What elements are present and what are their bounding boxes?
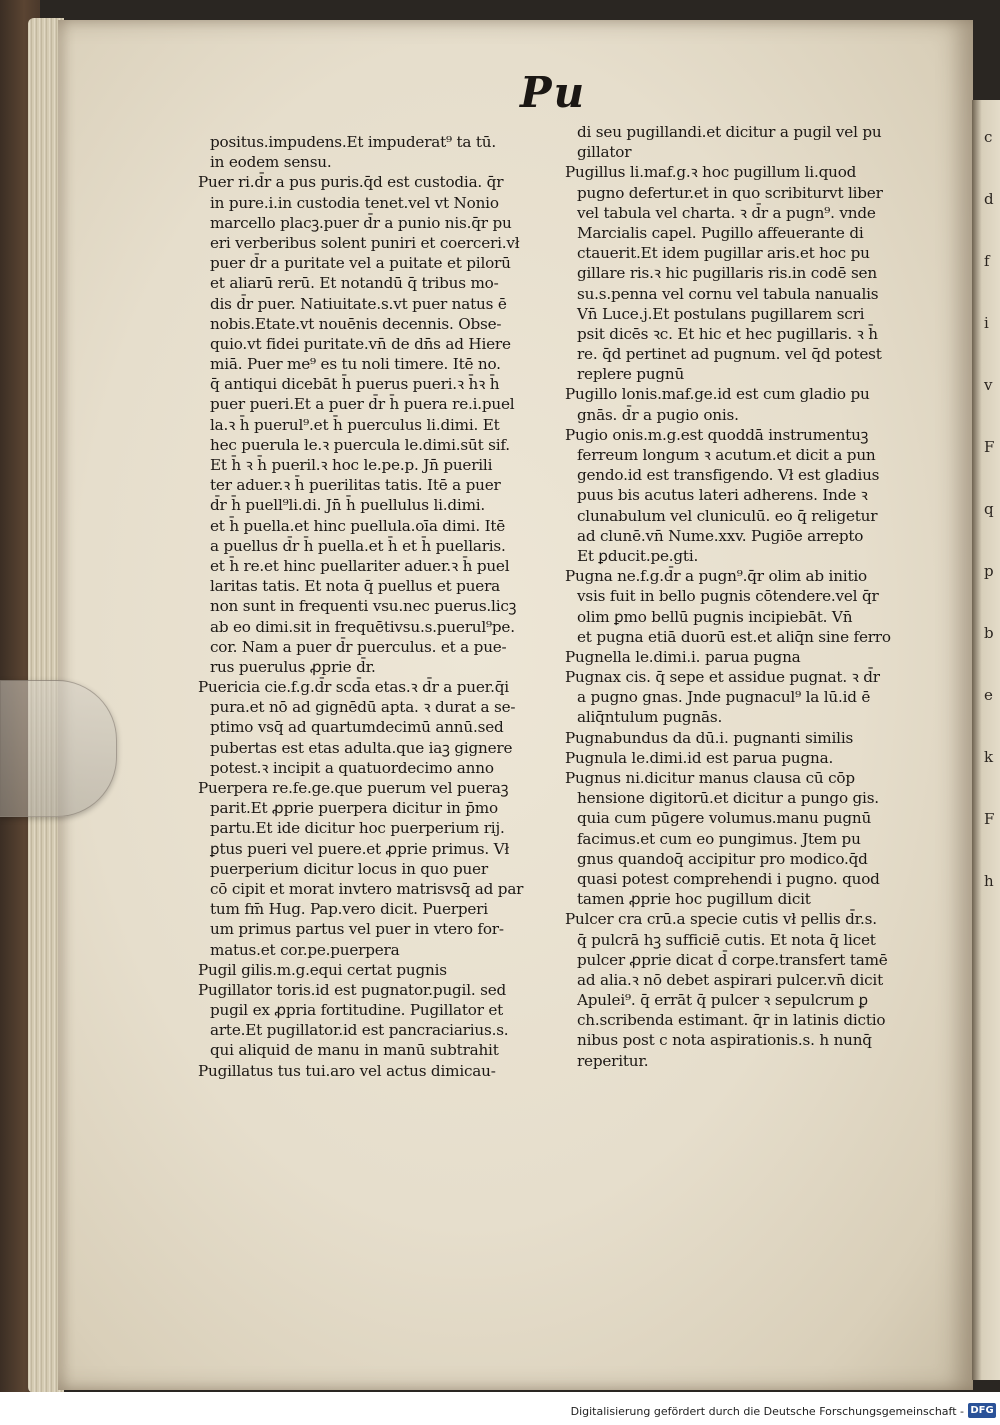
dfg-logo: DFG [968, 1403, 996, 1418]
text-line: facimus.et cum eo pungimus. Jtem pu [577, 829, 861, 848]
text-line: tamen ꝓprie hoc pugillum dicit [577, 890, 811, 909]
text-line: Puer ri.d̄r a pus puris.q̄d est custodia. q̄r [198, 173, 504, 192]
text-line: Pugnella le.dimi.i. parua pugna [565, 647, 801, 666]
text-line: Pugillus li.maf.g.ꝛ hoc pugillum li.quod [565, 163, 857, 182]
text-line: replere pugnū [577, 365, 685, 384]
text-line: ab eo dimi.sit in frequētivsu.s.puerul⁹pe. [210, 617, 515, 636]
text-line: Marcialis capel. Pugillo affeuerante di [577, 223, 864, 242]
facing-page-fragment: e [984, 686, 993, 704]
text-line: di seu pugillandi.et dicitur a pugil vel pu [577, 123, 882, 141]
facing-page-fragment: v [984, 376, 993, 394]
text-line: Pugio onis.m.g.est quoddā instrumentuꝫ [565, 425, 869, 444]
text-line: quasi potest comprehendi i pugno. quod [577, 869, 880, 888]
text-line: hec puerula le.ꝛ puercula le.dimi.sūt sif. [210, 435, 510, 454]
text-line: a puellus d̄r h̄ puella.et h̄ et h̄ puellaris. [210, 536, 506, 555]
text-line: potest.ꝛ incipit a quatuordecimo anno [210, 758, 494, 777]
text-line: non sunt in frequenti vsu.nec puerus.licꝫ [210, 597, 517, 616]
text-line: et pugna etiā duorū est.et aliq̄n sine ferro [577, 627, 891, 646]
text-line: gnās. d̄r a pugio onis. [577, 405, 739, 424]
facing-page-edge [972, 100, 1000, 1380]
text-line: um primus partus vel puer in vtero for- [210, 920, 504, 939]
text-line: gillare ris.ꝛ hic pugillaris ris.in codē sen [577, 264, 877, 283]
text-line: ꝑtus pueri vel puere.et ꝓprie primus. Vł [210, 839, 510, 858]
text-line: et h̄ re.et hinc puellariter aduer.ꝛ h̄ puel [210, 556, 510, 575]
text-line: Pulcer cra crū.a specie cutis vł pellis d̄r.s. [565, 910, 877, 929]
text-line: gendo.id est transfigendo. Vł est gladius [577, 466, 880, 485]
text-line: a pugno gnas. Jnde pugnacul⁹ la lū.id ē [577, 688, 871, 707]
text-line: olim ꝑmo bellū pugnis incipiebāt. Vn̄ [577, 607, 853, 626]
text-line: Vn̄ Luce.j.Et postulans pugillarem scri [577, 304, 865, 323]
text-line: ad clunē.vn̄ Nume.xxv. Pugiōe arrepto [577, 526, 864, 545]
text-line: quio.vt fidei puritate.vn̄ de dn̄s ad Hiere [210, 334, 511, 353]
text-line: q̄ antiqui dicebāt h̄ puerus pueri.ꝛ h̄ꝛ h̄ [210, 375, 500, 394]
text-line: ch.scribenda estimant. q̄r in latinis dictio [577, 1011, 886, 1030]
running-head: Pu [520, 68, 587, 117]
text-line: Pugnus ni.dicitur manus clausa cū cōp [565, 769, 855, 787]
text-line: Et h̄ ꝛ h̄ pueril.ꝛ hoc le.pe.p. Jn̄ puerili [210, 456, 493, 474]
text-line: Puericia cie.f.g.d̄r scd̄a etas.ꝛ d̄r a puer.q̄i [198, 678, 509, 697]
text-line: et h̄ puella.et hinc puellula.oīa dimi. Itē [210, 516, 506, 535]
text-line: vel tabula vel charta. ꝛ d̄r a pugn⁹. vnde [577, 203, 876, 222]
text-line: eri verberibus solent puniri et coerceri.vł [210, 233, 520, 252]
text-line: puerperium dicitur locus in quo puer [210, 859, 488, 878]
text-line: vsis fuit in bello pugnis cōtendere.vel q̄r [577, 587, 879, 606]
text-line: ctauerit.Et idem pugillar aris.et hoc pu [577, 244, 870, 263]
text-line: d̄r h̄ puell⁹li.di. Jn̄ h̄ puellulus li.dimi. [210, 496, 486, 515]
text-line: psit dicēs ꝛc. Et hic et hec pugillaris. ꝛ h̄ [577, 324, 878, 343]
text-line: pura.et nō ad gignēdū apta. ꝛ durat a se- [210, 698, 516, 717]
text-line: matus.et cor.pe.puerpera [210, 940, 400, 959]
text-line: aliq̄ntulum pugnās. [577, 708, 723, 727]
text-line: Et ꝑducit.pe.gti. [577, 546, 699, 565]
facing-page-fragment: h [984, 872, 994, 890]
text-line: marcello placꝫ.puer d̄r a punio nis.q̄r pu [210, 213, 512, 232]
digitization-credit: Digitalisierung gefördert durch die Deutsche Forschungsgemeinschaft - [570, 1405, 964, 1418]
text-line: nobis.Etate.vt nouēnis decennis. Obse- [210, 314, 502, 333]
text-line: arte.Et pugillator.id est pancraciarius.s. [210, 1021, 509, 1040]
facing-page-fragment: F [984, 438, 995, 456]
facing-page-fragment: i [984, 314, 989, 332]
text-line: quia cum pūgere volumus.manu pugnū [577, 809, 872, 828]
text-line: Pugnabundus da dū.i. pugnanti similis [565, 728, 854, 747]
text-line: Pugnula le.dimi.id est parua pugna. [565, 748, 834, 767]
text-line: ferreum longum ꝛ acutum.et dicit a pun [577, 446, 876, 464]
text-line: pulcer ꝓprie dicat d̄ corpe.transfert tamē [577, 950, 888, 969]
text-line: pugno defertur.et in quo scribiturvt liber [577, 183, 883, 202]
text-line: reperitur. [577, 1051, 649, 1070]
text-line: et aliarū rerū. Et notandū q̄ tribus mo- [210, 274, 499, 293]
text-line: Apulei⁹. q̄ errāt q̄ pulcer ꝛ sepulcrum ꝑ [577, 991, 868, 1010]
text-line: cō cipit et morat invtero matrisvsq̄ ad par [210, 879, 524, 898]
text-line: ter aduer.ꝛ h̄ puerilitas tatis. Itē a puer [210, 476, 501, 495]
text-line: q̄ pulcrā hꝫ sufficiē cutis. Et nota q̄ licet [577, 930, 876, 949]
text-line: puer pueri.Et a puer d̄r h̄ puera re.i.puel [210, 395, 515, 414]
text-line: qui aliquid de manu in manū subtrahit [210, 1041, 499, 1060]
text-line: Pugna ne.f.g.d̄r a pugn⁹.q̄r olim ab initio [565, 567, 867, 586]
text-line: nibus post c nota aspirationis.s. h nunq̄ [577, 1031, 872, 1050]
text-line: positus.impudens.Et impuderat⁹ ta tū. [210, 133, 497, 151]
text-line: Pugillatus tus tui.aro vel actus dimicau- [198, 1061, 496, 1080]
text-line: laritas tatis. Et nota q̄ puellus et puera [210, 577, 500, 596]
facing-page-fragment: q [984, 500, 994, 518]
text-line: parit.Et ꝓprie puerpera dicitur in p̄mo [210, 799, 498, 818]
text-line: la.ꝛ h̄ puerul⁹.et h̄ puerculus li.dimi. Et [210, 415, 500, 434]
page-clip-marker [0, 680, 117, 817]
text-line: hensione digitorū.et dicitur a pungo gis. [577, 789, 879, 808]
text-line: dis d̄r puer. Natiuitate.s.vt puer natus ē [210, 294, 507, 313]
left-text-column [198, 132, 570, 1081]
text-line: puus bis acutus lateri adherens. Inde ꝛ [577, 486, 868, 505]
text-line: rus puerulus ꝓprie d̄r. [210, 657, 376, 676]
text-line: partu.Et ide dicitur hoc puerperium rij. [210, 819, 505, 838]
text-line: Pugil gilis.m.g.equi certat pugnis [198, 960, 447, 979]
text-line: tum fm̄ Hug. Pap.vero dicit. Puerperi [210, 900, 488, 919]
text-line: ad alia.ꝛ nō debet aspirari pulcer.vn̄ dicit [577, 970, 883, 989]
facing-page-fragment: F [984, 810, 995, 828]
facing-page-fragment: k [984, 748, 994, 766]
text-line: miā. Puer me⁹ es tu noli timere. Itē no. [210, 355, 501, 374]
text-line: Pugillator toris.id est pugnator.pugil. sed [198, 980, 507, 999]
text-line: gillator [577, 143, 632, 162]
text-line: cor. Nam a puer d̄r puerculus. et a pue- [210, 637, 507, 656]
facing-page-fragment: b [984, 624, 994, 642]
text-line: Puerpera re.fe.ge.que puerum vel pueraꝫ [198, 779, 509, 797]
facing-page-fragment: d [984, 190, 994, 208]
facing-page-fragment: p [984, 562, 994, 580]
right-text-column [565, 122, 935, 1071]
facing-page-fragment: c [984, 128, 993, 146]
text-line: in pure.i.in custodia tenet.vel vt Nonio [210, 193, 499, 212]
text-line: re. q̄d pertinet ad pugnum. vel q̄d potest [577, 345, 882, 364]
text-line: pugil ex ꝓpria fortitudine. Pugillator et [210, 1001, 504, 1020]
text-line: puer d̄r a puritate vel a puitate et pilorū [210, 254, 511, 273]
text-line: in eodem sensu. [210, 153, 332, 172]
text-line: su.s.penna vel cornu vel tabula nanualis [577, 284, 879, 303]
text-line: pubertas est etas adulta.que iaꝫ gignere [210, 738, 513, 757]
text-line: clunabulum vel cluniculū. eo q̄ religetur [577, 506, 878, 525]
text-line: ptimo vsq̄ ad quartumdecimū annū.sed [210, 718, 504, 737]
text-line: gnus quandoq̄ accipitur pro modico.q̄d [577, 849, 868, 868]
text-line: Pugnax cis. q̄ sepe et assidue pugnat. ꝛ d̄r [565, 668, 880, 687]
text-line: Pugillo lonis.maf.ge.id est cum gladio pu [565, 385, 870, 404]
facing-page-fragment: f [984, 252, 990, 270]
